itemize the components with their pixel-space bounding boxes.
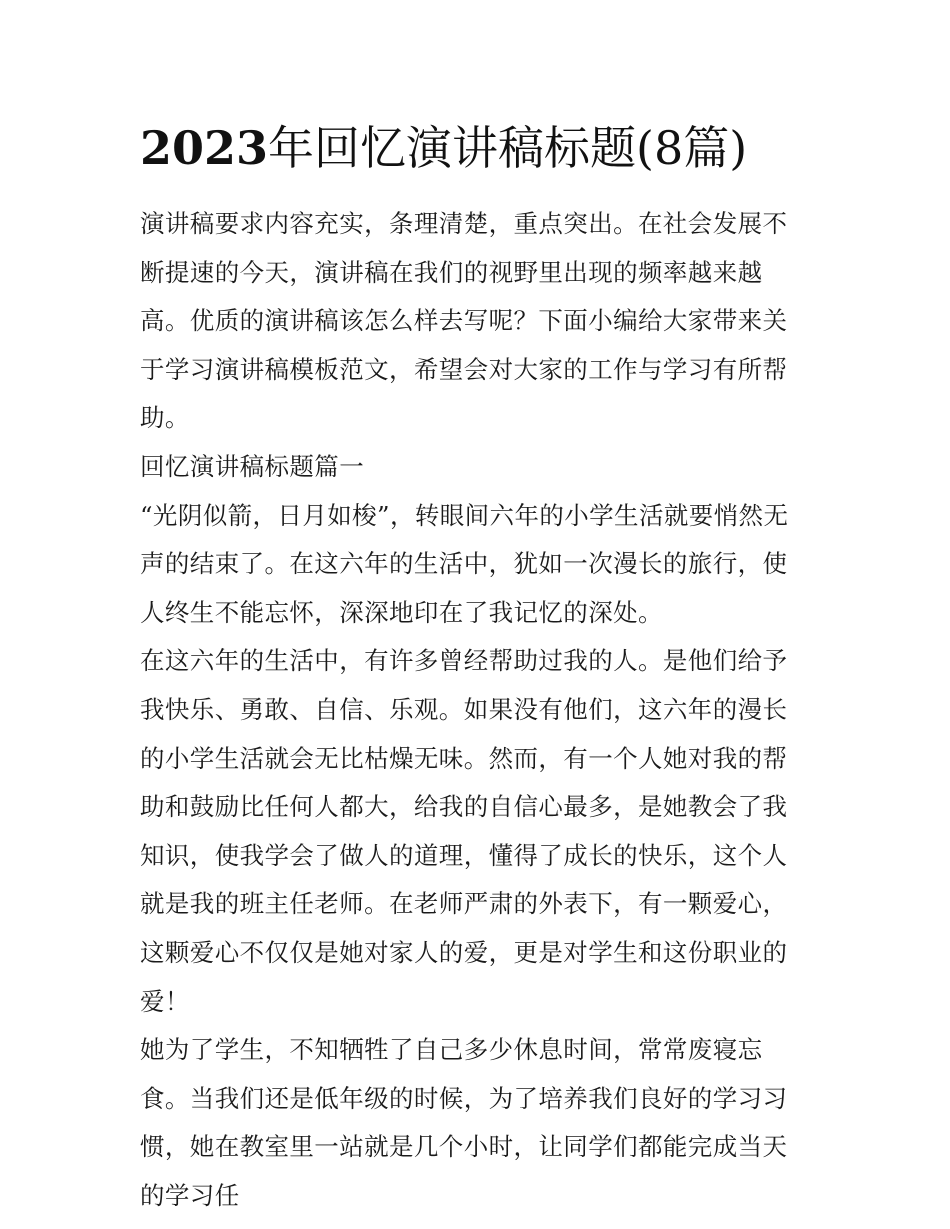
section-heading: 回忆演讲稿标题篇一	[140, 451, 365, 481]
title-year: 2023	[140, 121, 269, 175]
document-body	[140, 200, 812, 1220]
title-text: 年回忆演讲稿标题(8篇)	[268, 121, 748, 175]
document-title	[140, 118, 840, 178]
body-paragraph: 她为了学生，不知牺牲了自己多少休息时间，常常废寝忘食。当我们还是低年级的时候，为了培养我们良好的学习习惯，她在教室里一站就是几个小时，让同学们都能完成当天的学习任	[140, 1035, 788, 1210]
intro-paragraph: 演讲稿要求内容充实，条理清楚，重点突出。在社会发展不断提速的今天，演讲稿在我们的视野里出现的频率越来越高。优质的演讲稿该怎么样去写呢？下面小编给大家带来关于学习演讲稿模板范文，希望会对大家的工作与学习有所帮助。	[140, 209, 788, 433]
body-paragraph: “光阴似箭，日月如梭”，转眼间六年的小学生活就要悄然无声的结束了。在这六年的生活中，犹如一次漫长的旅行，使人终生不能忘怀，深深地印在了我记忆的深处。	[140, 500, 789, 627]
body-paragraph: 在这六年的生活中，有许多曾经帮助过我的人。是他们给予我快乐、勇敢、自信、乐观。如果没有他们，这六年的漫长的小学生活就会无比枯燥无味。然而，有一个人她对我的帮助和鼓励比任何人都大，给我的自信心最多，是她教会了我知识，使我学会了做人的道理，懂得了成长的快乐，这个人就是我的班主任老师。在老师严肃的外表下，有一颗爱心，这颗爱心不仅仅是她对家人的爱，更是对学生和这份职业的爱！	[140, 646, 788, 1016]
